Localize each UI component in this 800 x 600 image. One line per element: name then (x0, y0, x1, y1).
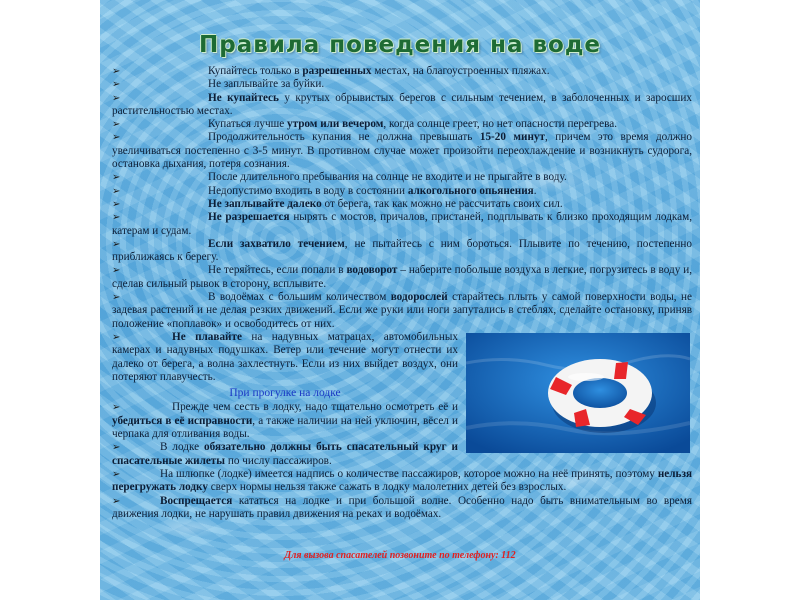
arrow-bullet-icon: ➢ (112, 132, 121, 144)
arrow-bullet-icon: ➢ (112, 331, 121, 343)
rule-item: ➢ Не заплывайте далеко от берега, так как можно не рассчитать своих сил. (112, 197, 563, 210)
arrow-bullet-icon: ➢ (112, 185, 121, 197)
boat-rule-item: ➢ В лодке обязательно должны быть спасательный круг и спасательные жилеты по числу пассажиров. (112, 441, 459, 467)
boat-rule-item: ➢ Воспрещается кататься на лодке и при большой волне. Особенно надо быть внимательным во время движения лодки, не нарушать правил движения на реках и водоёмах. (112, 494, 692, 520)
boat-rule-item: ➢ На шлюпке (лодке) имеется надпись о количестве пассажиров, которое можно на неё принять, поэтому нельзя перегружать лодку сверх нормы нельзя также сажать в лодку малолетних детей без взрослых. (112, 467, 692, 494)
arrow-bullet-icon: ➢ (112, 172, 121, 184)
rule-item: ➢ Купайтесь только в разрешенных местах, на благоустроенных пляжах. (112, 65, 550, 77)
rescue-phone-note: Для вызова спасателей позвоните по телефону: 112 (284, 550, 516, 561)
rule-item: ➢ Не заплывайте за буйки. (112, 78, 325, 91)
arrow-bullet-icon: ➢ (112, 212, 121, 224)
rule-item: ➢ Не плавайте на надувных матрацах, автомобильных камерах и надувных подушках. Ветер или течение могут отнести их далеко от берега, а волна захлестнуть. Если из них выйдет воздух, они потеряют плавучесть. (112, 330, 459, 383)
arrow-bullet-icon: ➢ (112, 238, 121, 250)
arrow-bullet-icon: ➢ (112, 66, 121, 77)
arrow-bullet-icon: ➢ (112, 265, 121, 277)
poster (100, 0, 700, 600)
rule-item: ➢ Не разрешается нырять с мостов, причалов, пристаней, подплывать к близко проходящим лодкам, катерам и судам. (112, 211, 693, 237)
arrow-bullet-icon: ➢ (112, 495, 121, 507)
boat-section-heading: При прогулке на лодке (229, 387, 341, 400)
page-title: Правила поведения на воде (198, 32, 602, 58)
arrow-bullet-icon: ➢ (112, 442, 121, 454)
rule-item: ➢ Купаться лучше утром или вечером, когда солнце греет, но нет опасности перегрева. (112, 118, 618, 131)
rule-item: ➢ Не купайтесь у крутых обрывистых берегов с сильным течением, в заболоченных и заросших растительностью местах. (112, 91, 692, 117)
rule-item: ➢ После длительного пребывания на солнце не входите и не прыгайте в воду. (112, 171, 567, 184)
arrow-bullet-icon: ➢ (112, 468, 121, 480)
rule-item: ➢ В водоёмах с большим количеством водорослей старайтесь плыть у самой поверхности воды, не задевая растений и не делая резких движений. Если же руки или ноги запутались в стеблях, сделайте остановку, приняв положение «поплавок» и освободитесь от них. (112, 291, 692, 330)
arrow-bullet-icon: ➢ (112, 402, 121, 414)
rule-item: ➢ Продолжительность купания не должна превышать 15-20 минут, причем это время должно увеличиваться постепенно с 3-5 минут. В противном случае может произойти переохлаждение и возникнуть судорога, остановка дыхания, потеря сознания. (112, 131, 692, 171)
arrow-bullet-icon: ➢ (112, 92, 121, 104)
rule-item: ➢ Если захватило течением, не пытайтесь с ним бороться. Плывите по течению, постепенно приближаясь к берегу. (112, 237, 692, 264)
rules-content (112, 65, 692, 521)
arrow-bullet-icon: ➢ (112, 198, 121, 210)
rule-item: ➢ Не теряйтесь, если попали в водоворот – наберите побольше воздуха в легкие, погрузитесь в воду и, сделав сильный рывок в сторону, всплывите. (112, 264, 692, 290)
boat-rule-item: ➢ Прежде чем сесть в лодку, надо тщательно осмотреть её и убедиться в её исправности, а также наличии на ней уключин, вёсел и черпака для отливания воды. (112, 401, 458, 441)
arrow-bullet-icon: ➢ (112, 119, 121, 131)
rule-item: ➢ Недопустимо входить в воду в состоянии алкогольного опьянения. (112, 184, 537, 197)
arrow-bullet-icon: ➢ (112, 79, 121, 91)
arrow-bullet-icon: ➢ (112, 292, 121, 304)
